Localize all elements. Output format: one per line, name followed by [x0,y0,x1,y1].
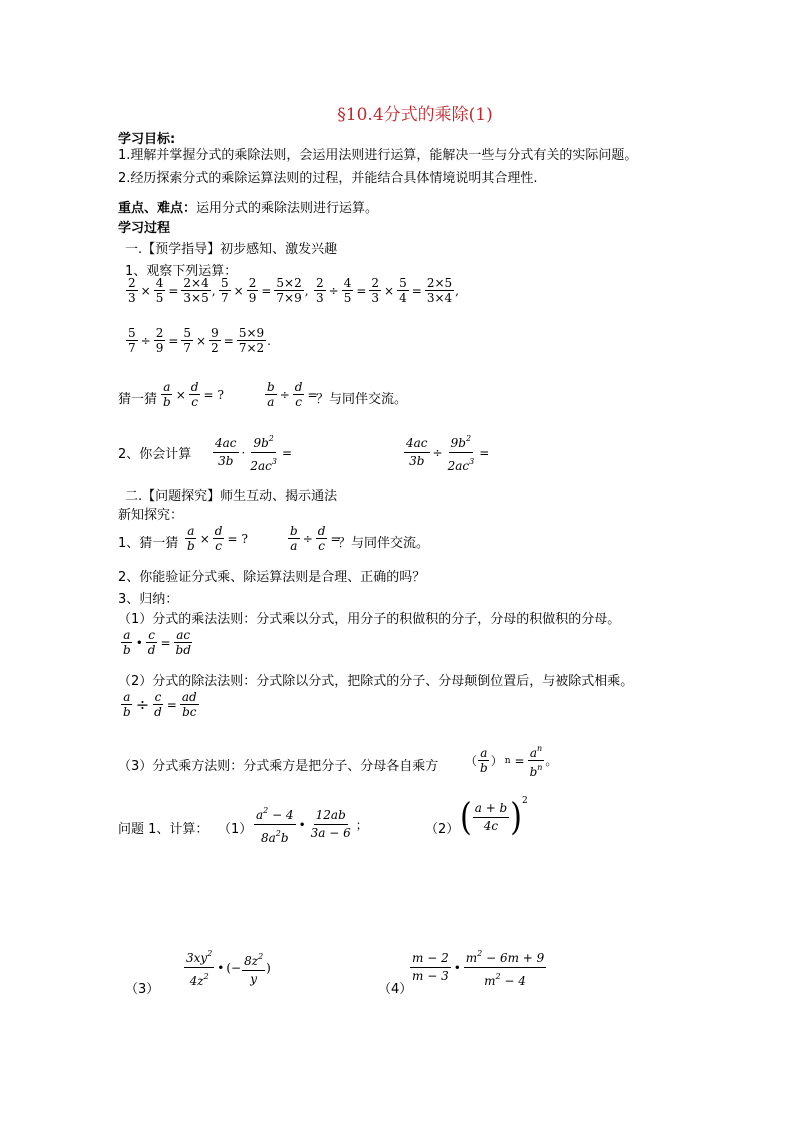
rule-power: （3）分式乘方法则：分式乘方是把分子、分母各自乘方 [118,759,439,774]
problem1-expr-1: $a^2 - 4$ $8a^2b$ • 12ab 3a − 6 ； [253,802,370,847]
section2-heading: 二.【问题探究】师生互动、揭示通法 [125,489,338,504]
observe-expr-3: $\frac{2}{3}$ ÷ $\frac{4}{5}$ = $\frac{2}{3}$ × $\frac{5}{4}$ = $\frac{2\times 5}{3\times 4}$ , [316,276,459,305]
problem1-expr-2: ( a + b 4c ) 2 [460,795,528,839]
problem1-label: 问题 1、计算： [118,822,209,837]
section2-q1-label: 1、猜一猜 [118,536,179,551]
page-title: §10.4分式的乘除(1) [337,105,493,125]
observe-expr-1: $\frac{2}{3}$ × $\frac{4}{5}$ = $\frac{2\times 4}{3\times 5}$ , [128,276,216,305]
power-rule-formula: （ a b ） n = $\frac{a^n}{b^n}$ 。 [465,744,558,779]
objective-2: 2.经历探索分式的乘除运算法则的过程，并能结合具体情境说明其合理性. [118,171,538,186]
problem1-part1-label: （1） [218,822,253,837]
observe-expr-2: $\frac{5}{7}$ × $\frac{2}{9}$ = $\frac{5\times 2}{7\times 9}$ , [221,276,309,305]
problem1-part4-label: （4） [378,982,413,997]
observe-expr-4: $\frac{5}{7}$ ÷ $\frac{2}{9}$ = $\frac{5}{7}$ × $\frac{9}{2}$ = $\frac{5\times 9}{7\times 2}$ . [128,326,271,355]
rule-multiplication: （1）分式的乘法法则：分式乘以分式，用分子的积做积的分子，分母的积做积的分母。 [118,612,621,627]
guess-tail: ？与同伴交流。 [316,392,408,407]
section2-q2: 2、你能验证分式乘、除运算法则是合理、正确的吗？ [118,570,426,585]
problem1-part3-label: （3） [125,982,160,997]
key-points [118,197,378,216]
s2-guess-tail: ？与同伴交流。 [338,536,430,551]
compute-div-expr: $\frac{4ac}{3b}$ ÷ $\frac{9b^2}{2ac^3}$ = [403,430,491,475]
section2-new-label: 新知探究： [118,508,184,523]
mul-rule-formula: a b • $\frac{c}{d}$ = $\frac{ac}{bd}$ [123,628,191,657]
section1-q1-label: 1、观察下列运算： [125,264,238,279]
div-rule-formula: $\frac{a}{b}$ ÷ $\frac{c}{d}$ = $\frac{ad}{bc}$ [123,690,197,719]
problem1-part2-label: （2） [425,822,460,837]
problem1-expr-4: m − 2 m − 3 • $m^2 - 6m + 9$ $m^2 - 4$ [409,945,547,990]
guess-label: 猜一猜 [118,392,158,407]
process-heading: 学习过程 [118,221,171,236]
key-points-label: 重点、难点： [118,201,197,216]
s2-guess-mul-expr: $\frac{a}{b}$ × $\frac{d}{c}$ = ? [187,524,248,553]
key-points-text: 运用分式的乘除法则进行运算。 [196,201,379,216]
section1-heading: 一.【预学指导】初步感知、激发兴趣 [125,242,338,257]
objectives-heading: 学习目标: [118,132,176,147]
rule-division: （2）分式的除法法则：分式除以分式，把除式的分子、分母颠倒位置后，与被除式相乘。 [118,674,634,689]
guess-div-expr: $\frac{b}{a}$ ÷ $\frac{d}{c}$ = [267,380,318,409]
problem1-expr-3: $3xy^2$ $4z^2$ • (− $\frac{8z^2}{y}$ ) [183,945,271,990]
objective-1: 1.理解并掌握分式的乘除法则，会运用法则进行运算，能解决一些与分式有关的实际问题。 [118,148,638,163]
guess-mul-expr: $\frac{a}{b}$ × $\frac{d}{c}$ = ? [163,380,224,409]
section2-q3: 3、归纳： [118,592,179,607]
section1-q2-label: 2、你会计算 [118,447,192,462]
compute-mul-expr: 4ac 3b · $\frac{9b^2}{2ac^3}$ = [212,430,294,475]
s2-guess-div-expr: $\frac{b}{a}$ ÷ $\frac{d}{c}$ = [290,524,341,553]
